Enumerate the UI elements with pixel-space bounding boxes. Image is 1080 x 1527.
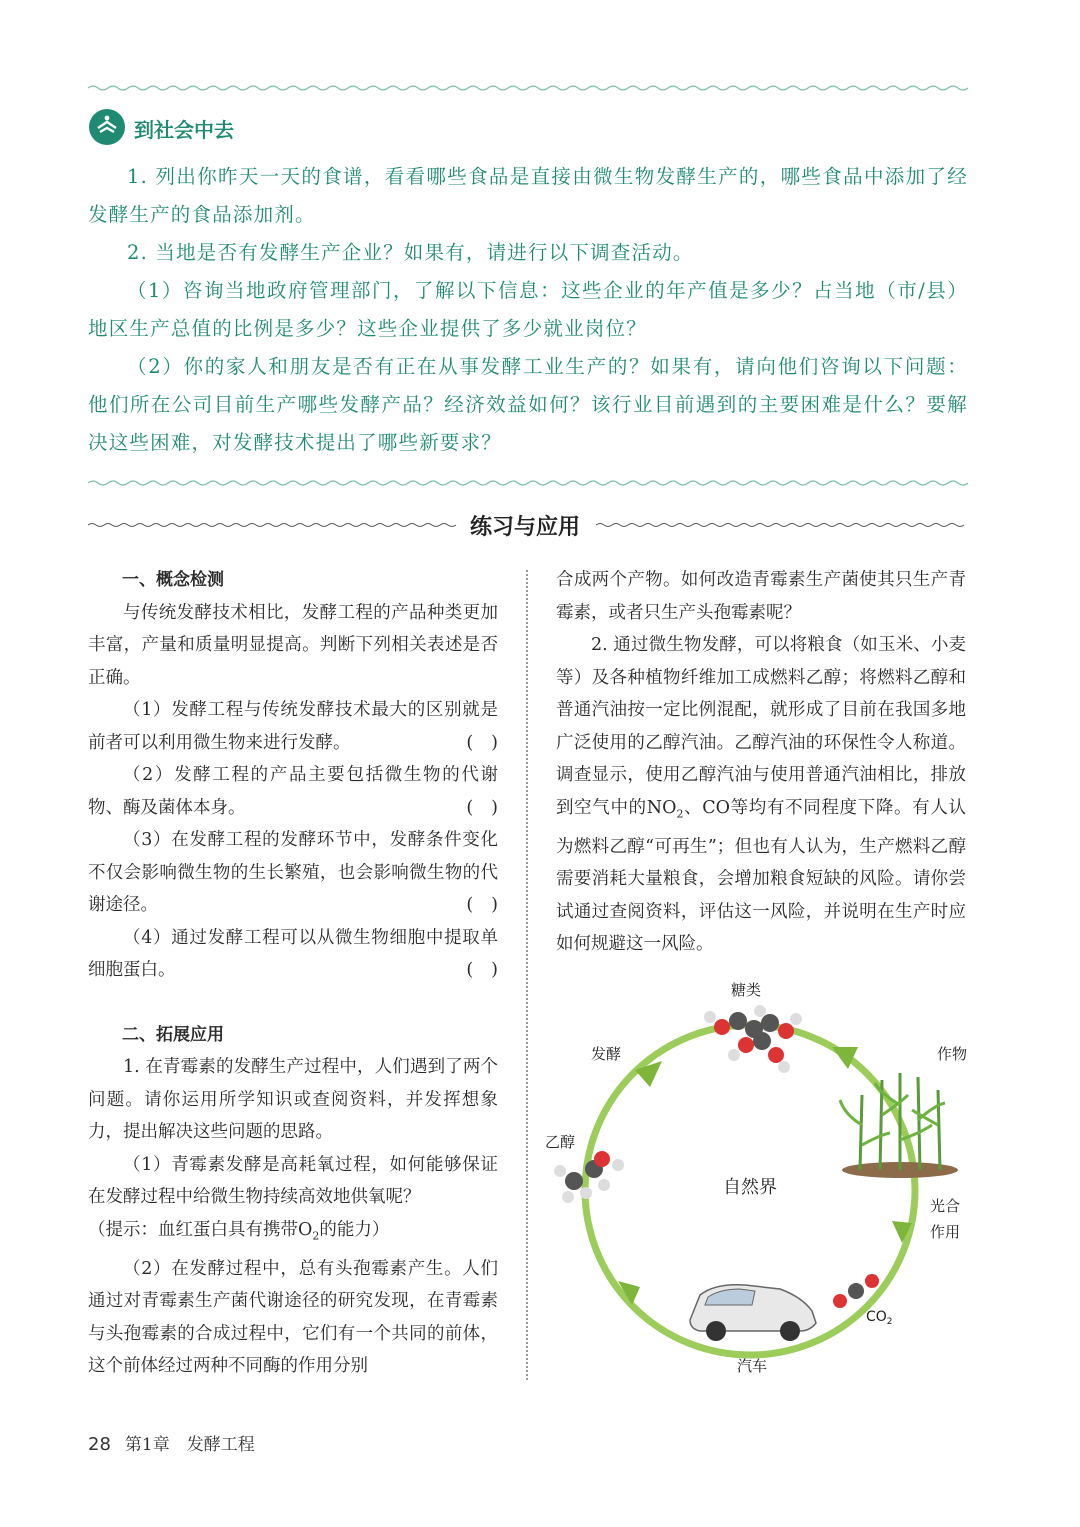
q2-text-a: 2. 通过微生物发酵，可以将粮食（如玉米、小麦等）及各种植物纤维加工成燃料乙醇；将燃料乙醇和普通汽油按一定比例混配，就形成了目前在我国多地广泛使用的乙醇汽油。乙醇汽油的环保性令人称道。调查显示，使用乙醇汽油与使用普通汽油相比，排放到空气中的NO: [556, 635, 966, 818]
part1-q3: [88, 824, 516, 922]
part2-q1b-right: 合成两个产物。如何改造青霉素生产菌使其只生产青霉素，或者只生产头孢霉素呢？: [556, 570, 966, 623]
page-footer: [88, 1430, 255, 1455]
label-photosynthesis-2: 作用: [929, 1223, 961, 1241]
part1-q4: [88, 922, 516, 987]
answer-blank-2[interactable]: (): [466, 797, 516, 818]
section-title-exercise: 练习与应用: [470, 515, 581, 540]
top-wave-divider: [88, 84, 968, 92]
page-number: 28: [88, 1434, 111, 1455]
part1-q2-text: （2）发酵工程的产品主要包括微生物的代谢物、酶及菌体本身。: [88, 765, 498, 818]
crops-illustration: [840, 1073, 958, 1178]
label-co2-base: CO: [866, 1309, 887, 1325]
section-title-social: 到社会中去: [134, 118, 234, 142]
part1-q4-text: （4）通过发酵工程可以从微生物细胞中提取单细胞蛋白。: [88, 927, 498, 980]
part2-hint: [88, 1214, 498, 1253]
social-item-1: 1. 列出你昨天一天的食谱，看看哪些食品是直接由微生物发酵生产的，哪些食品中添加了经发酵生产的食品添加剂。: [88, 165, 968, 226]
ethanol-cycle-diagram: [540, 975, 980, 1395]
answer-blank-4[interactable]: (): [466, 960, 516, 980]
hint-text-b: 的能力）: [319, 1219, 390, 1240]
answer-blank-1[interactable]: (): [466, 732, 516, 753]
label-fermentation: 发酵: [590, 1045, 622, 1063]
title-rule-left: [88, 521, 458, 529]
label-co2-sub: 2: [886, 1317, 893, 1327]
part1-q1-text: （1）发酵工程与传统发酵技术最大的区别就是前者可以利用微生物来进行发酵。: [88, 700, 498, 753]
part1-intro: 与传统发酵技术相比，发酵工程的产品种类更加丰富，产量和质量明显提高。判断下列相关表述是否正确。: [88, 602, 498, 688]
part2-q1: 1. 在青霉素的发酵生产过程中，人们遇到了两个问题。请你运用所学知识或查阅资料，并发挥想象力，提出解决这些问题的思路。: [88, 1057, 498, 1142]
social-item-2: 2. 当地是否有发酵生产企业？如果有，请进行以下调查活动。: [127, 241, 694, 264]
title-rule-right: [596, 521, 968, 529]
q2-subscript: 2: [676, 807, 684, 820]
society-icon: [88, 108, 126, 146]
hint-subscript: 2: [312, 1229, 320, 1242]
hint-text-a: （提示：血红蛋白具有携带O: [88, 1219, 313, 1240]
part2-q1b-left: （2）在发酵过程中，总有头孢霉素产生。人们通过对青霉素生产菌代谢途径的研究发现，在青霉素与头孢霉素的合成过程中，它们有一个共同的前体，这个前体经过两种不同酶的作用分别: [88, 1258, 498, 1376]
social-item-2-2: （2）你的家人和朋友是否有正在从事发酵工业生产的？如果有，请向他们咨询以下问题：他们所在公司目前生产哪些发酵产品？经济效益如何？该行业目前遇到的主要困难是什么？要解决这些困难，对发酵技术提出了哪些新要求？: [88, 355, 968, 454]
part2-q1a: （1）青霉素发酵是高耗氧过程，如何能够保证在发酵过程中给微生物持续高效地供氧呢？: [88, 1154, 498, 1207]
part2-q2: [556, 629, 966, 961]
part1-q2: [88, 759, 516, 824]
label-nature: 自然界: [723, 1177, 777, 1198]
part1-heading: 一、概念检测: [122, 570, 224, 590]
label-co2: [866, 1309, 893, 1327]
label-car: 汽车: [736, 1357, 768, 1375]
social-item-2-1: （1）咨询当地政府管理部门，了解以下信息：这些企业的年产值是多少？占当地（市/县）地区生产总值的比例是多少？这些企业提供了多少就业岗位？: [88, 279, 968, 340]
label-ethanol: 乙醇: [544, 1133, 576, 1151]
car-icon: [690, 1285, 816, 1341]
label-sugar: 糖类: [730, 981, 762, 999]
part2-heading: 二、拓展应用: [122, 1024, 224, 1045]
social-activity-text: [88, 158, 968, 462]
bottom-wave-divider: [88, 479, 968, 487]
label-photosynthesis-1: 光合: [929, 1197, 961, 1215]
label-crops: 作物: [936, 1045, 968, 1063]
answer-blank-3[interactable]: (): [466, 895, 516, 915]
chapter-title: 第1章 发酵工程: [124, 1435, 255, 1455]
exercise-right-column: [556, 564, 966, 961]
q2-text-b: 、CO等均有不同程度下降。有人认为燃料乙醇“可再生”；但也有人认为，生产燃料乙醇需要消耗大量粮食，会增加粮食短缺的风险。请你尝试通过查阅资料，评估这一风险，并说明在生产时应如何规避这一风险。: [556, 797, 966, 954]
part1-q3-text: （3）在发酵工程的发酵环节中，发酵条件变化不仅会影响微生物的生长繁殖，也会影响微生物的代谢途径。: [88, 830, 498, 915]
part1-q1: [88, 694, 516, 759]
exercise-left-column: [88, 564, 516, 1383]
column-divider: [526, 570, 528, 1380]
sugar-molecule: [704, 1005, 802, 1073]
